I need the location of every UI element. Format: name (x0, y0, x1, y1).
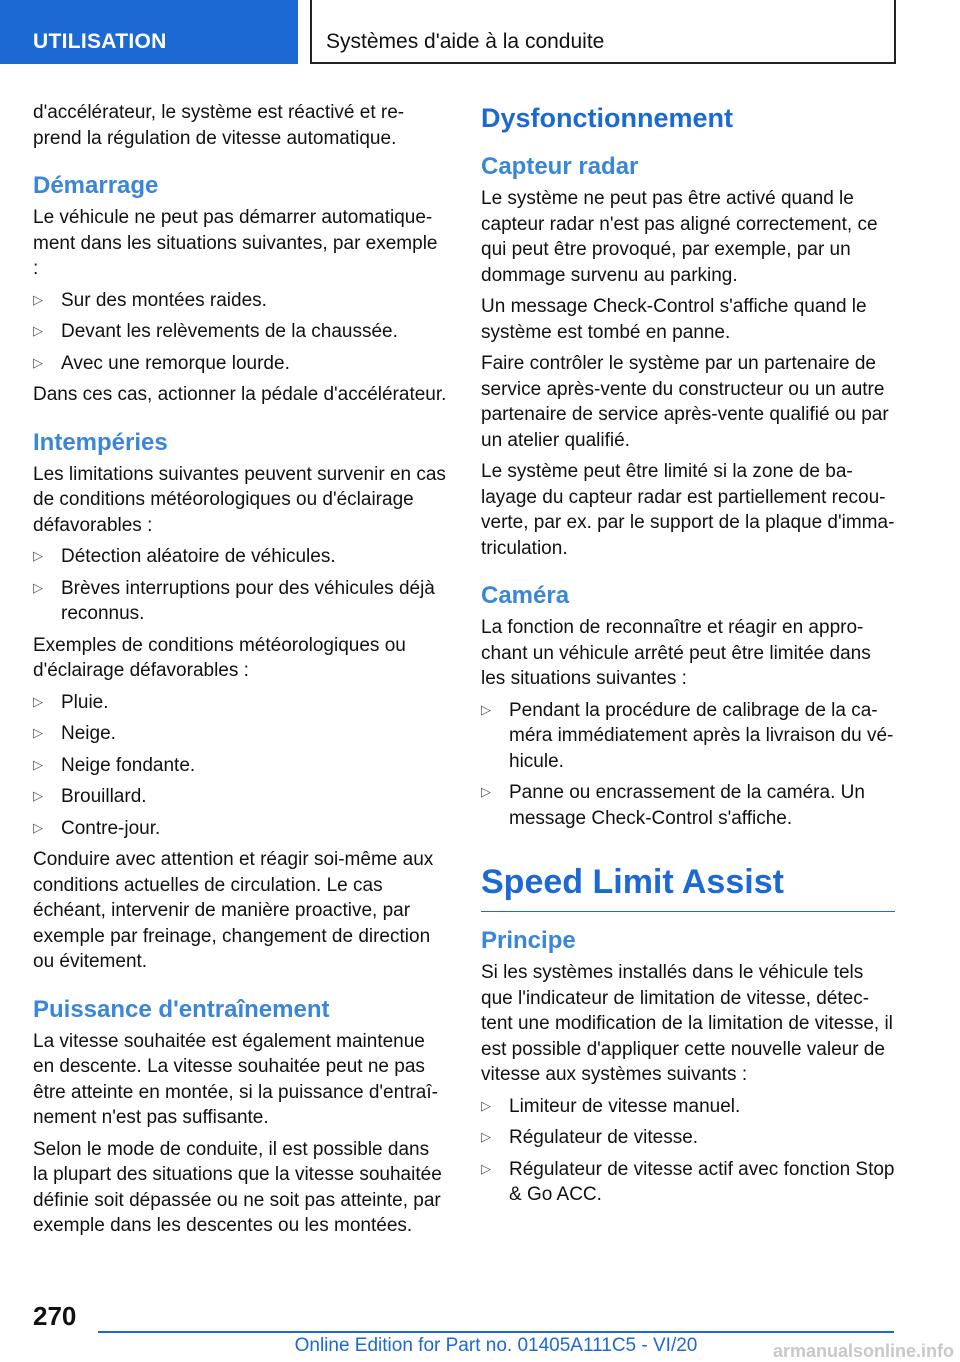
left-column (33, 100, 447, 1245)
paragraph: Conduire avec attention et réagir soi-même aux conditions actuelles de circulation. Le cas échéant, intervenir de manière proactive, par exemple par freinage, changement de direction ou évitement. (33, 849, 434, 972)
list-item: ▷ Neige fondante. (33, 753, 447, 779)
heading-intemperies: Intempéries (33, 428, 168, 456)
chapter-title: Systèmes d'aide à la conduite (310, 0, 896, 64)
watermark: armanualsonline.info (772, 1341, 954, 1361)
heading-capteur-radar: Capteur radar (481, 153, 639, 180)
list-item: ▷ Brouillard. (33, 784, 447, 810)
paragraph: Le véhicule ne peut pas démarrer automatique-ment dans les situations suivantes, par exemple : (33, 207, 438, 279)
list-item: ▷ Brèves interruptions pour des véhicules déjà reconnus. (33, 576, 447, 627)
paragraph: Dans ces cas, actionner la pédale d'accélérateur. (33, 384, 447, 405)
paragraph: Selon le mode de conduite, il est possible dans la plupart des situations que la vitesse souhaitée définie soit dépassée ou ne soit pas atteinte, par exemple dans les descentes ou les montées. (33, 1138, 442, 1236)
paragraph: La vitesse souhaitée est également maintenue en descente. La vitesse souhaitée peut ne pas être atteinte en montée, si la puissance d'entraî-nement n'est pas suffisante. (33, 1030, 438, 1128)
paragraph: Exemples de conditions météorologiques ou d'éclairage défavorables : (33, 634, 406, 681)
bullet-list (481, 698, 895, 832)
list-item: ▷ Avec une remorque lourde. (33, 351, 447, 377)
right-column (481, 100, 895, 1214)
list-item: ▷ Contre-jour. (33, 816, 447, 842)
section-tab: UTILISATION (0, 0, 298, 64)
intro-paragraph: d'accélérateur, le système est réactivé et re-prend la régulation de vitesse automatique. (33, 102, 405, 149)
paragraph: Le système peut être limité si la zone de ba-layage du capteur radar est partiellement recou-verte, par ex. par le support de la plaque d'imma-triculation. (481, 461, 895, 559)
list-item: ▷ Devant les relèvements de la chaussée. (33, 319, 447, 345)
paragraph: Faire contrôler le système par un partenaire de service après-vente du constructeur ou un autre partenaire de service après-vente qualifié ou par un atelier qualifié. (481, 353, 889, 451)
bullet-list (33, 288, 447, 377)
paragraph: La fonction de reconnaître et réagir en appro-chant un véhicule arrêté peut être limitée dans les situations suivantes : (481, 617, 871, 689)
bullet-list (33, 690, 447, 842)
heading-speed-limit-assist: Speed Limit Assist (481, 861, 895, 912)
list-item: ▷ Détection aléatoire de véhicules. (33, 544, 447, 570)
heading-camera: Caméra (481, 582, 570, 609)
list-item: ▷ Sur des montées raides. (33, 288, 447, 314)
heading-demarrage: Démarrage (33, 172, 159, 199)
bullet-list (33, 544, 447, 627)
list-item: ▷ Panne ou encrassement de la caméra. Un message Check-Control s'affiche. (481, 780, 895, 831)
paragraph: Les limitations suivantes peuvent survenir en cas de conditions météorologiques ou d'éclairage défavorables : (33, 463, 446, 536)
list-item: ▷ Régulateur de vitesse. (481, 1125, 895, 1151)
list-item: ▷ Limiteur de vitesse manuel. (481, 1094, 895, 1120)
list-item: ▷ Pluie. (33, 690, 447, 716)
paragraph: Le système ne peut pas être activé quand le capteur radar n'est pas aligné correctement, ce qui peut être provoqué, par exemple, par un dommage survenu au parking. (481, 188, 878, 286)
bullet-list (481, 1094, 895, 1208)
footer-edition: Online Edition for Part no. 01405A111C5 - VI/20 (294, 1335, 698, 1356)
list-item: ▷ Régulateur de vitesse actif avec fonction Stop & Go ACC. (481, 1157, 895, 1208)
paragraph: Si les systèmes installés dans le véhicule tels que l'indicateur de limitation de vitesse, détec-tent une modification de la limitation de vitesse, il est possible d'appliquer cette nouvelle valeur de vitesse aux systèmes suivants : (481, 962, 893, 1085)
paragraph: Un message Check-Control s'affiche quand le système est tombé en panne. (481, 296, 867, 343)
list-item: ▷ Pendant la procédure de calibrage de la ca-méra immédiatement après la livraison du vé-hicule. (481, 698, 895, 775)
footer-divider (98, 1331, 894, 1333)
heading-puissance: Puissance d'entraînement (33, 995, 330, 1023)
page-number: 270 (33, 1301, 77, 1331)
heading-principe: Principe (481, 927, 576, 954)
heading-dysfonctionnement: Dysfonctionnement (481, 103, 734, 133)
list-item: ▷ Neige. (33, 721, 447, 747)
